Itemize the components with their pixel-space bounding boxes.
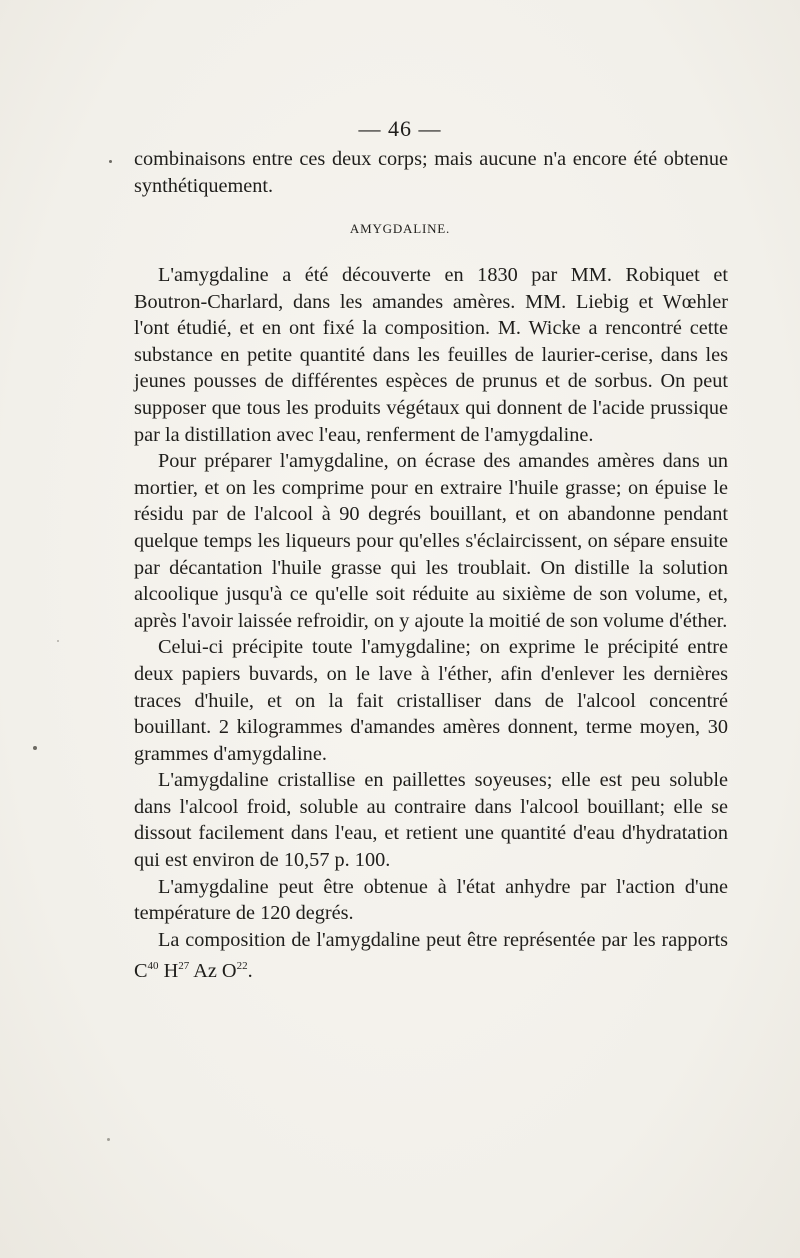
page-number: — 46 —: [358, 116, 442, 141]
formula-lead: La composition de l'amygdaline peut être représentée par les rapports: [158, 928, 728, 951]
formula-az-o: Az O: [189, 960, 237, 983]
body-text: [134, 262, 728, 985]
paragraph-2: Pour préparer l'amygdaline, on écrase des amandes amères dans un mortier, et on les comprime pour en extraire l'huile grasse; on épuise le résidu par de l'alcool à 90 degrés bouillant, et on abandonne pendant quelque temps les liqueurs pour qu'elles s'éclaircissent, on sépare ensuite par décantation l'huile grasse qui les troublait. On distille la solution alcoolique jusqu'à ce qu'elle soit réduite au sixième de son volume, et, après l'avoir laissée refroidir, on y ajoute la moitié de son volume d'éther.: [134, 450, 728, 632]
paper-speck: [57, 640, 59, 642]
formula-end: .: [247, 960, 253, 983]
paragraph-intro: combinaisons entre ces deux corps; mais aucune n'a encore été obtenue synthétiquement.: [134, 148, 728, 197]
intro-paragraph: [134, 146, 728, 199]
formula-o-exponent: 22: [236, 960, 248, 973]
formula-h: H: [158, 960, 179, 983]
section-heading: AMYGDALINE.: [349, 221, 451, 236]
paragraph-formula: [134, 927, 728, 985]
formula-c-exponent: 40: [147, 960, 159, 973]
paper-speck: [33, 746, 37, 750]
paper-speck: [109, 160, 112, 163]
paragraph-3: Celui-ci précipite toute l'amygdaline; on exprime le précipité entre deux papiers buvards, on le lave à l'éther, afin d'enlever les dernières traces d'huile, et on la fait cristalliser dans de l'alcool concentré bouillant. 2 kilogrammes d'amandes amères donnent, terme moyen, 30 grammes d'amygdaline.: [134, 636, 728, 765]
paragraph-5: L'amygdaline peut être obtenue à l'état anhydre par l'action d'une température de 120 degrés.: [134, 875, 728, 925]
formula-h-exponent: 27: [178, 960, 190, 973]
paragraph-1: L'amygdaline a été découverte en 1830 par MM. Robiquet et Boutron-Charlard, dans les amandes amères. MM. Liebig et Wœhler l'ont étudié, et en ont fixé la composition. M. Wicke a rencontré cette substance en petite quantité dans les feuilles de laurier-cerise, dans les jeunes pousses de différentes espèces de prunus et de sorbus. On peut supposer que tous les produits végétaux qui donnent de l'acide prussique par la distillation avec l'eau, renferment de l'amygdaline.: [134, 264, 728, 446]
paper-speck: [107, 1138, 110, 1141]
formula-c: C: [134, 960, 148, 983]
paragraph-4: L'amygdaline cristallise en paillettes soyeuses; elle est peu soluble dans l'alcool froid, soluble au contraire dans l'alcool bouillant; elle se dissout facilement dans l'eau, et retient une quantité d'eau d'hydratation qui est environ de 10,57 p. 100.: [134, 769, 728, 872]
